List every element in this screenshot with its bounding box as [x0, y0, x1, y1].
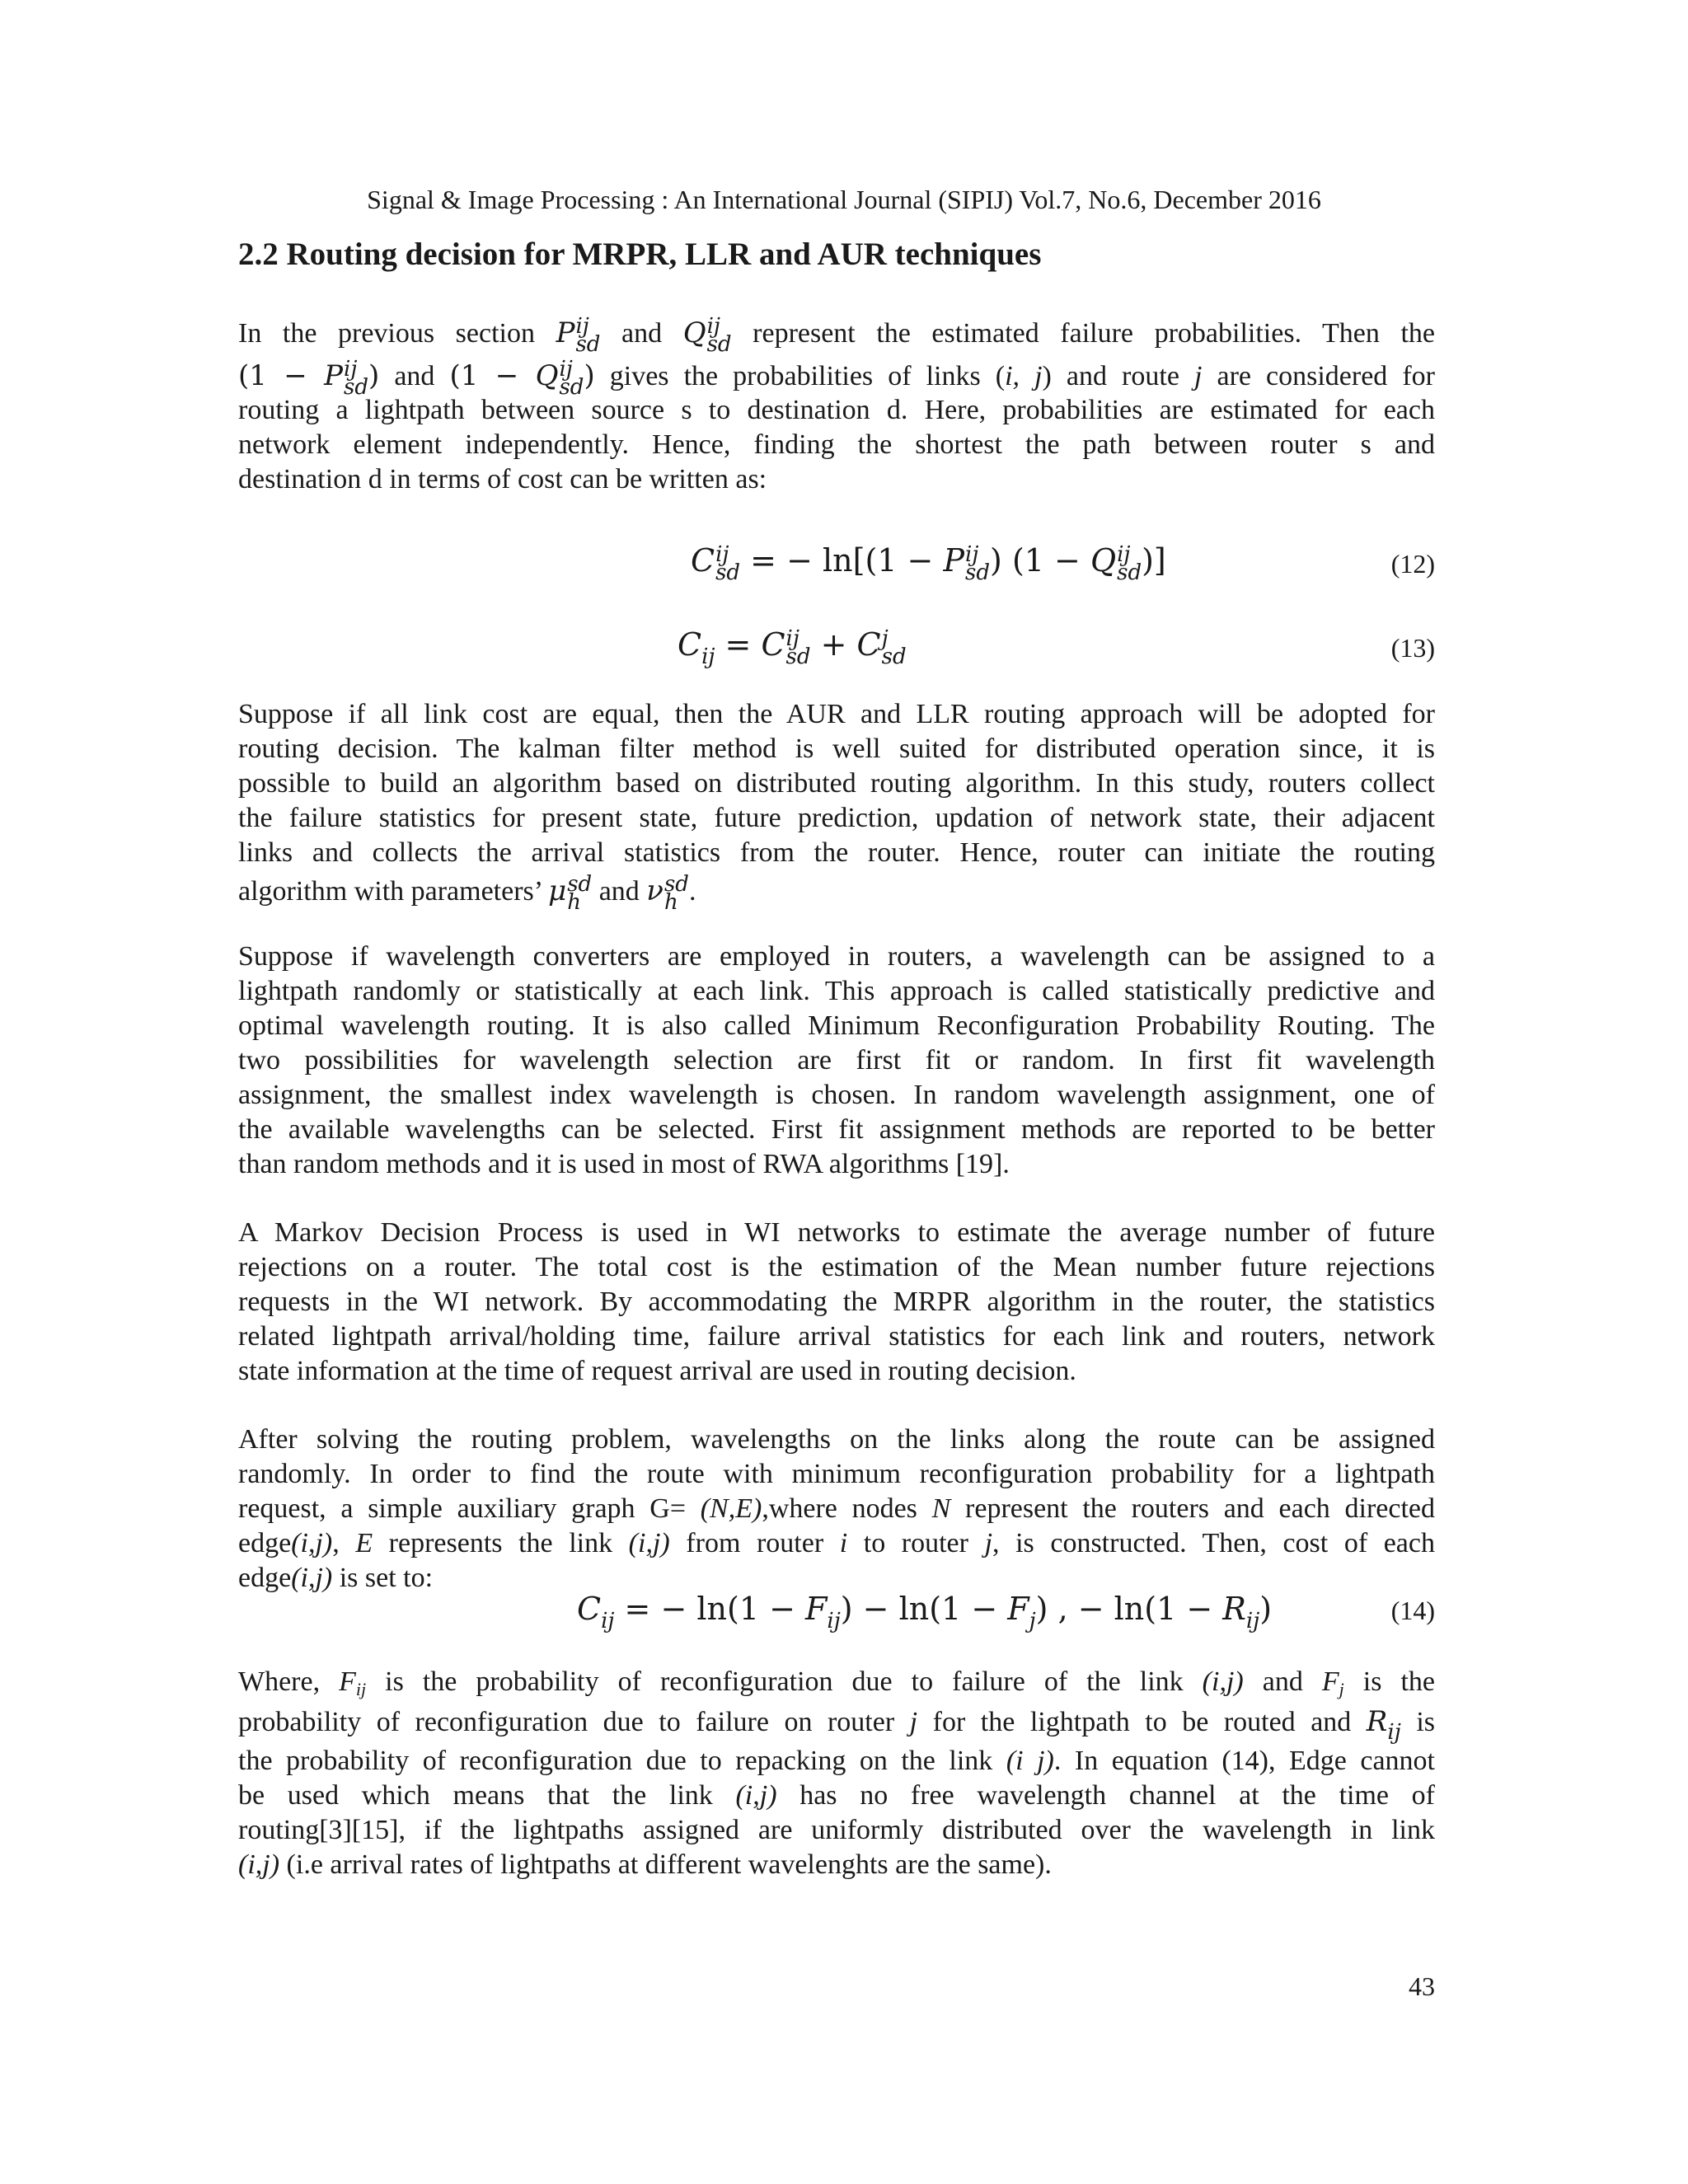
text-line: lightpath randomly or statistically at each link. This approach is called statistically predictive and [238, 976, 1435, 1006]
text-line: links and collects the arrival statistics from the router. Hence, router can initiate the routing [238, 837, 1435, 868]
text-line: algorithm with parameters’ μ sd h and ν sd h . [238, 872, 696, 916]
text-line: the probability of reconfiguration due to repacking on the link (i j). In equation (14), Edge cannot [238, 1746, 1435, 1776]
text-line: routing[3][15], if the lightpaths assigned are uniformly distributed over the wavelength in link [238, 1815, 1435, 1845]
text-line: destination d in terms of cost can be written as: [238, 464, 767, 494]
equation-12: C ij sd = − ln[(1 − P ij sd ) (1 − Q ij sd )] [691, 541, 1166, 585]
text-line: the available wavelengths can be selected. First fit assignment methods are reported to be better [238, 1114, 1435, 1145]
text-line: than random methods and it is used in most of RWA algorithms [19]. [238, 1149, 1010, 1179]
paragraph-intro [238, 316, 1435, 497]
text-line: edge(i,j) is set to: [238, 1563, 434, 1593]
text-line: After solving the routing problem, wavelengths on the links along the route can be assigned [238, 1424, 1435, 1455]
text-line: request, a simple auxiliary graph G= (N,E),where nodes N represent the routers and each directed [238, 1493, 1435, 1524]
equation-number-13: (13) [1390, 633, 1435, 663]
text-line: Where, Fij is the probability of reconfiguration due to failure of the link (i,j) and Fj is the [238, 1666, 1435, 1699]
text-line: A Markov Decision Process is used in WI networks to estimate the average number of future [238, 1217, 1435, 1248]
text-line: two possibilities for wavelength selection are first fit or random. In first fit wavelength [238, 1045, 1435, 1076]
text-line: network element independently. Hence, finding the shortest the path between router s and [238, 429, 1435, 460]
text-line: routing a lightpath between source s to destination d. Here, probabilities are estimated for each [238, 395, 1435, 425]
equation-number-12: (12) [1390, 549, 1435, 579]
text-line: related lightpath arrival/holding time, failure arrival statistics for each link and routers, network [238, 1321, 1435, 1352]
equation-number-14: (14) [1390, 1596, 1435, 1625]
equation-14: $C_{ij}$ = − $\ln(1 - F_{ij}) - \ln(1 - F_j)$ , − $\ln(1 - R_{ij})$ [577, 1591, 1273, 1633]
text-line: edge(i,j), E represents the link (i,j) from router i to router j, is constructed. Then, cost of each [238, 1528, 1435, 1558]
running-header: Signal & Image Processing : An International Journal (SIPIJ) Vol.7, No.6, December 2016 [367, 185, 1321, 214]
paragraph-wavelength [238, 940, 1435, 1182]
text-line: (i,j) (i.e arrival rates of lightpaths at different wavelenghts are the same). [238, 1849, 1052, 1880]
text-line: be used which means that the link (i,j) has no free wavelength channel at the time of [238, 1780, 1435, 1811]
text-line: optimal wavelength routing. It is also called Minimum Reconfiguration Probability Routing. The [238, 1010, 1435, 1041]
text-line: state information at the time of request arrival are used in routing decision. [238, 1356, 1076, 1386]
paragraph-definitions [238, 1665, 1435, 1882]
section-title: 2.2 Routing decision for MRPR, LLR and AUR techniques [238, 237, 1042, 272]
page-number: 43 [1409, 1971, 1435, 2001]
text-line: Suppose if wavelength converters are employed in routers, a wavelength can be assigned to a [238, 941, 1435, 972]
text-line: In the previous section P ij sd and Q ij sd represent the estimated failure probabilities. Then the [238, 314, 1435, 358]
text-line: Suppose if all link cost are equal, then the AUR and LLR routing approach will be adopted for [238, 699, 1435, 729]
text-line: the failure statistics for present state, future prediction, updation of network state, their adjacent [238, 803, 1435, 833]
text-line: assignment, the smallest index wavelength is chosen. In random wavelength assignment, one of [238, 1080, 1435, 1110]
text-line: (1 − P ij sd ) and (1 − Q ij sd ) gives the probabilities of links (i, j) and route j are considered for [238, 357, 1436, 401]
text-line: rejections on a router. The total cost is the estimation of the Mean number future rejections [238, 1252, 1435, 1282]
text-line: probability of reconfiguration due to failure on router j for the lightpath to be routed and $R_{ij}$ is [238, 1705, 1435, 1745]
paragraph-kalman [238, 697, 1435, 916]
text-line: randomly. In order to find the route with minimum reconfiguration probability for a lightpath [238, 1459, 1435, 1489]
equation-13: $C_{ij} = C$ ij sd + C j sd [678, 626, 907, 669]
text-line: routing decision. The kalman filter method is well suited for distributed operation since, it is [238, 733, 1435, 764]
paragraph-markov [238, 1216, 1435, 1389]
text-line: requests in the WI network. By accommodating the MRPR algorithm in the router, the statistics [238, 1286, 1435, 1317]
paragraph-auxiliary-graph [238, 1422, 1435, 1596]
text-line: possible to build an algorithm based on distributed routing algorithm. In this study, routers collect [238, 768, 1435, 799]
